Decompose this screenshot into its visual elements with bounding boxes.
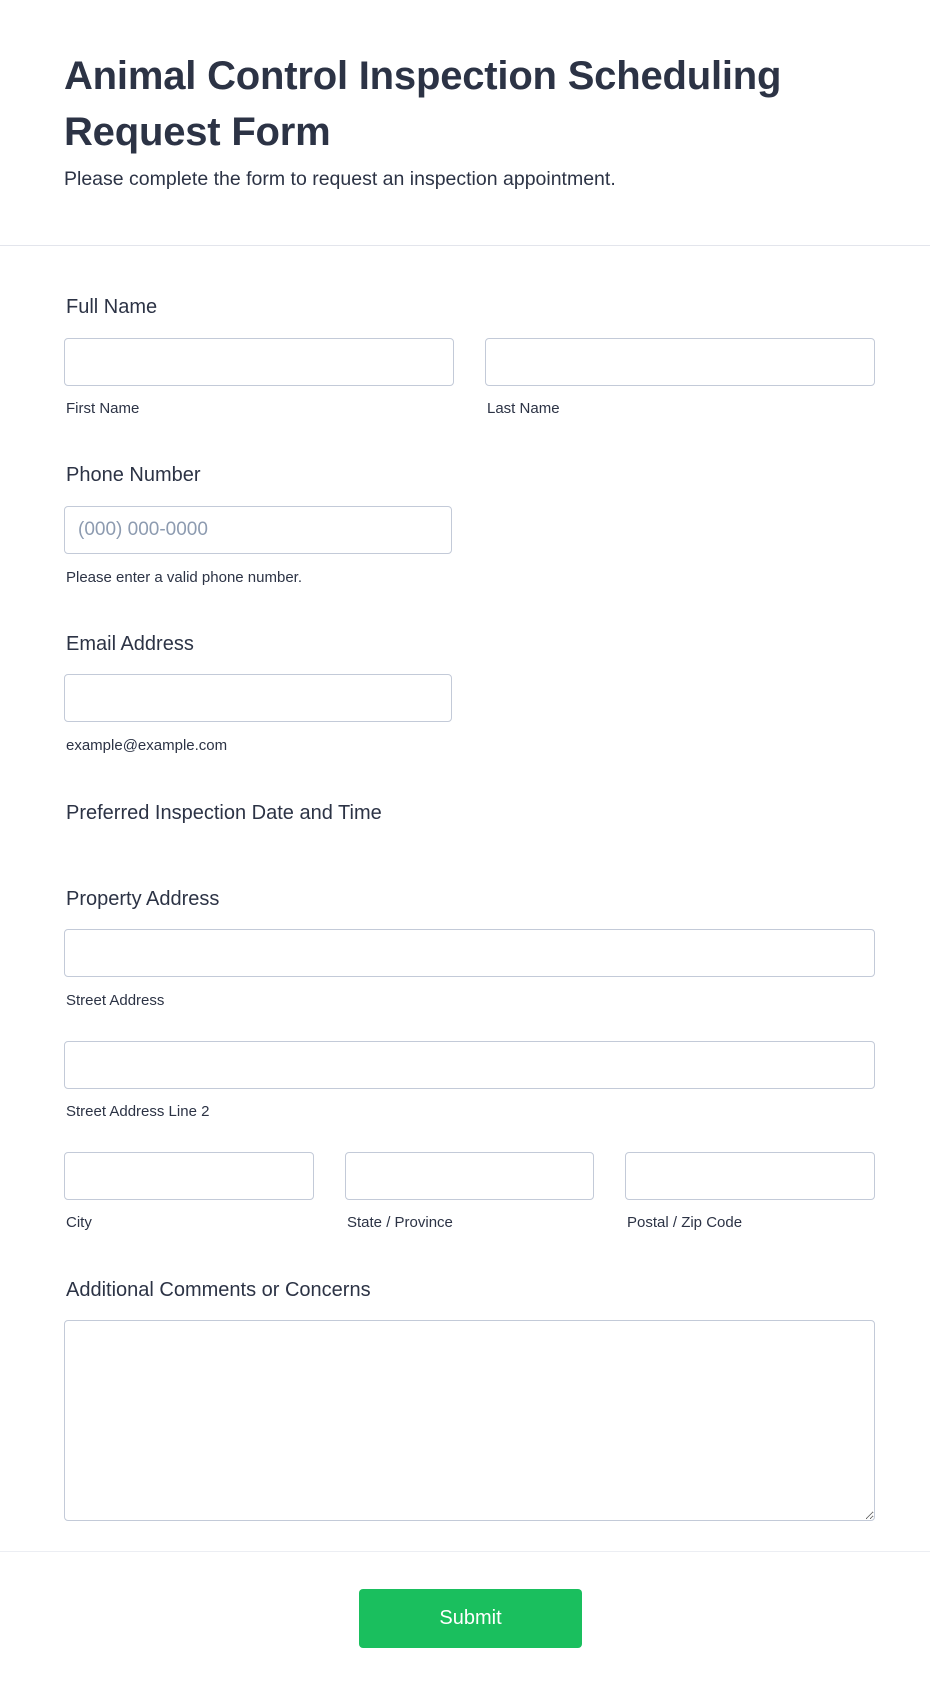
- comments-textarea[interactable]: [64, 1320, 875, 1521]
- state-sublabel: State / Province: [347, 1214, 453, 1231]
- preferred-datetime-label: Preferred Inspection Date and Time: [66, 802, 382, 824]
- last-name-sublabel: Last Name: [487, 400, 560, 417]
- first-name-input[interactable]: [64, 338, 454, 386]
- city-sublabel: City: [66, 1214, 92, 1231]
- street-address-line2-input[interactable]: [64, 1041, 875, 1089]
- footer-divider: [0, 1551, 930, 1552]
- form-title: Animal Control Inspection Scheduling Request Form: [64, 54, 782, 154]
- street-address-sublabel: Street Address: [66, 992, 165, 1009]
- first-name-sublabel: First Name: [66, 400, 140, 417]
- zip-input[interactable]: [625, 1152, 875, 1200]
- property-address-label: Property Address: [66, 888, 220, 910]
- city-input[interactable]: [64, 1152, 314, 1200]
- email-sublabel: example@example.com: [66, 737, 228, 754]
- comments-label: Additional Comments or Concerns: [66, 1279, 371, 1301]
- street-address-line2-sublabel: Street Address Line 2: [66, 1103, 210, 1120]
- last-name-input[interactable]: [485, 338, 875, 386]
- zip-sublabel: Postal / Zip Code: [627, 1214, 743, 1231]
- email-input[interactable]: [64, 674, 452, 722]
- phone-input[interactable]: [64, 506, 452, 554]
- full-name-label: Full Name: [66, 296, 158, 318]
- submit-button[interactable]: Submit: [359, 1589, 582, 1648]
- phone-label: Phone Number: [66, 464, 201, 486]
- state-input[interactable]: [345, 1152, 594, 1200]
- email-label: Email Address: [66, 633, 194, 655]
- phone-sublabel: Please enter a valid phone number.: [66, 569, 302, 586]
- form-subtitle: Please complete the form to request an inspection appointment.: [64, 168, 616, 190]
- street-address-input[interactable]: [64, 929, 875, 977]
- header-divider: [0, 245, 930, 246]
